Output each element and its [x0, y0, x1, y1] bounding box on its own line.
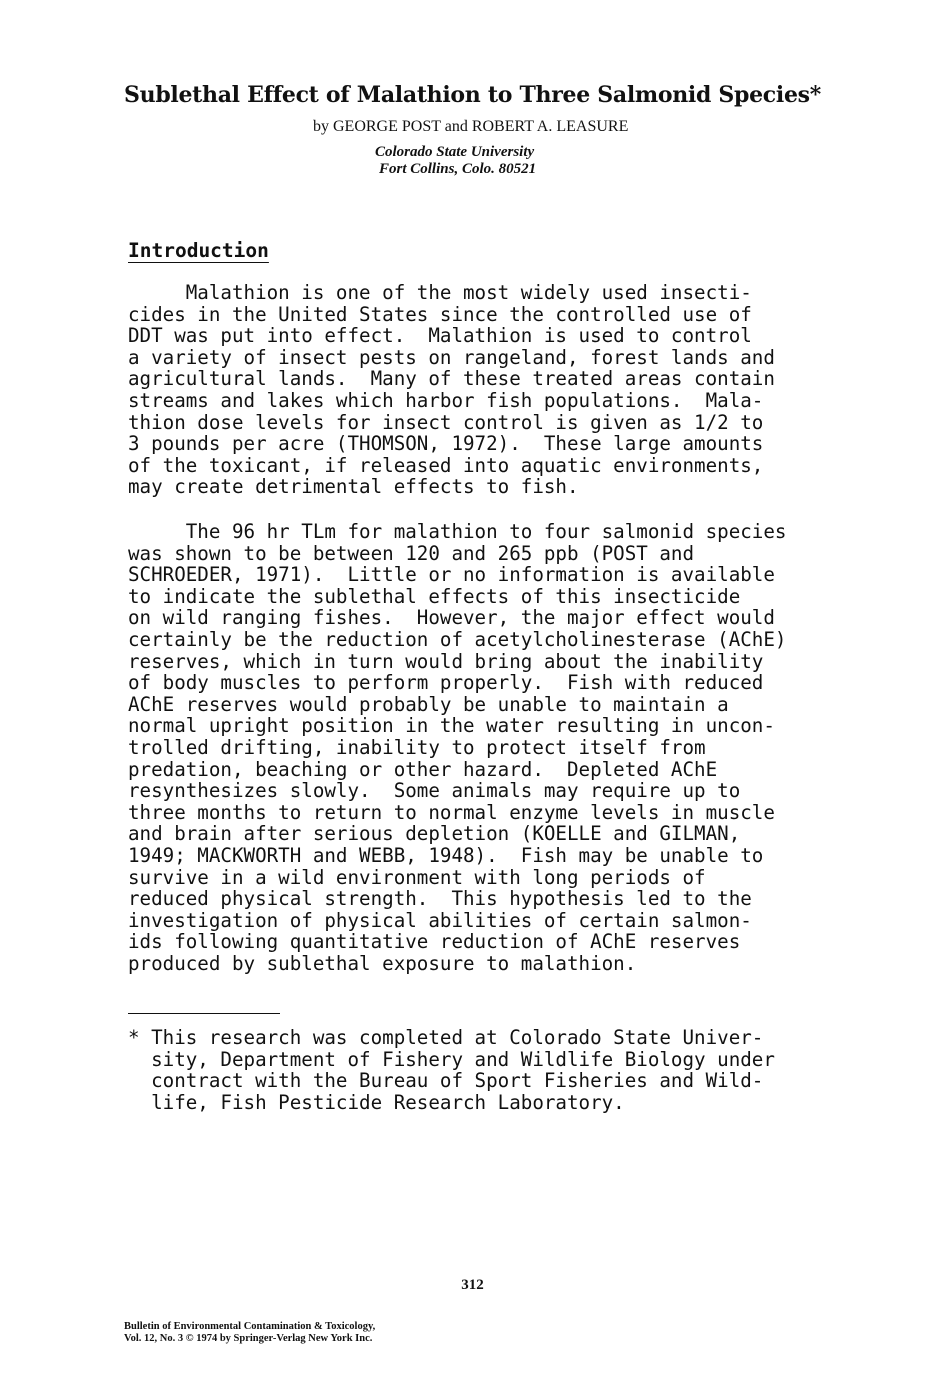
page-number: 312: [461, 1277, 484, 1293]
journal-citation-line2: Vol. 12, No. 3 © 1974 by Springer-Verlag New York Inc.: [124, 1333, 373, 1344]
author-byline: by GEORGE POST and ROBERT A. LEASURE: [313, 118, 629, 135]
affiliation-address: Fort Collins, Colo. 80521: [379, 161, 537, 177]
footnote-text: * This research was completed at Colorado State Univer- sity, Department of Fishery and Wildlife Biology under contract with the Bureau of Sport Fisheries and Wild- life, Fish Pesticide Research Laboratory.: [128, 1026, 775, 1114]
journal-citation-line1: Bulletin of Environmental Contamination & Toxicology,: [124, 1321, 376, 1332]
footnote-divider: [128, 1013, 280, 1014]
affiliation-institution: Colorado State University: [375, 144, 535, 160]
section-heading-introduction: Introduction: [128, 239, 269, 262]
body-paragraph-2: The 96 hr TLm for malathion to four salmonid species was shown to be between 120 and 265 ppb (POST and SCHROEDER, 1971). Little or no information is available to indicate the sublethal effects of this insecticide on wild ranging fishes. However, the major effect would certainly be the reduction of acetylcholinesterase (AChE) reserves, which in turn would bring about the inability of body muscles to perform properly. Fish with reduced AChE reserves would probably be unable to maintain a normal upright position in the water resulting in uncon- trolled drifting, inability to protect itself from predation, beaching or other hazard. Depleted AChE resynthesizes slowly. Some animals may require up to three months to return to normal enzyme levels in muscle and brain after serious depletion (KOELLE and GILMAN, 1949; MACKWORTH and WEBB, 1948). Fish may be unable to survive in a wild environment with long periods of reduced physical strength. This hypothesis led to the investigation of physical abilities of certain salmon- ids following quantitative reduction of AChE reserves produced by sublethal exposure to malathion.: [128, 520, 787, 975]
journal-citation: [124, 1321, 375, 1345]
paper-title: Sublethal Effect of Malathion to Three Salmonid Species*: [124, 82, 821, 108]
body-paragraph-1: Malathion is one of the most widely used insecti- cides in the United States since the controlled use of DDT was put into effect. Malathion is used to control a variety of insect pests on rangeland, forest lands and agricultural lands. Many of these treated areas contain streams and lakes which harbor fish populations. Mala- thion dose levels for insect control is given as 1/2 to 3 pounds per acre (THOMSON, 1972). These large amounts of the toxicant, if released into aquatic environments, may create detrimental effects to fish.: [128, 281, 775, 499]
